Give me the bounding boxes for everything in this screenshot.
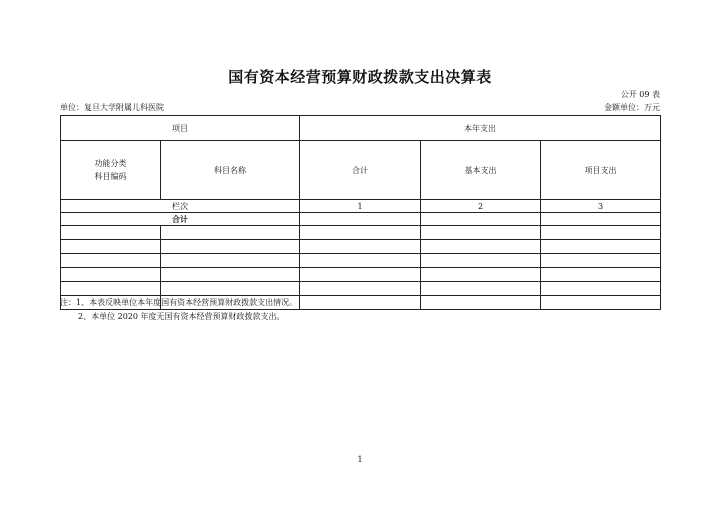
unit-label: 单位：复旦大学附属儿科医院 <box>60 103 164 112</box>
table-row <box>61 240 661 254</box>
note-1: 注：1、本表反映单位本年度国有资本经营预算财政拨款支出情况。 <box>60 298 298 307</box>
page-title: 国有资本经营预算财政拨款支出决算表 <box>228 68 492 86</box>
table-cell <box>300 296 421 310</box>
col-number-3: 3 <box>541 200 661 213</box>
expense-table <box>60 115 661 310</box>
page-number: 1 <box>357 455 363 464</box>
table-cell <box>541 226 661 240</box>
table-cell <box>541 282 661 296</box>
table-cell <box>300 282 421 296</box>
table-cell <box>421 296 541 310</box>
table-cell <box>61 268 161 282</box>
table-row <box>61 282 661 296</box>
header-year-expense: 本年支出 <box>300 116 661 141</box>
table-cell <box>300 226 421 240</box>
col-number-1: 1 <box>300 200 421 213</box>
table-cell <box>541 254 661 268</box>
note-2: 2、本单位 2020 年度无国有资本经营预算财政拨款支出。 <box>78 312 285 321</box>
table-cell <box>421 254 541 268</box>
func-class-line1: 功能分类 <box>94 159 127 168</box>
table-cell <box>161 254 300 268</box>
table-cell <box>161 282 300 296</box>
table-cell <box>300 213 421 226</box>
table-cell <box>421 240 541 254</box>
header-project-expense: 项目支出 <box>541 141 661 200</box>
table-cell <box>161 240 300 254</box>
table-cell <box>541 240 661 254</box>
table-cell <box>61 254 161 268</box>
col-number-2: 2 <box>421 200 541 213</box>
table-cell <box>161 268 300 282</box>
table-cell <box>541 296 661 310</box>
header-basic-expense: 基本支出 <box>421 141 541 200</box>
table-cell <box>300 254 421 268</box>
total-row-label: 合计 <box>61 213 300 226</box>
header-total: 合计 <box>300 141 421 200</box>
total-row <box>61 213 661 226</box>
table-cell <box>421 213 541 226</box>
table-cell <box>541 268 661 282</box>
table-cell <box>300 268 421 282</box>
currency-label: 金额单位：万元 <box>604 103 660 112</box>
table-cell <box>61 226 161 240</box>
table-cell <box>421 268 541 282</box>
table-cell <box>541 213 661 226</box>
func-class-line2: 科目编码 <box>94 172 127 181</box>
table-cell <box>161 226 300 240</box>
table-row <box>61 226 661 240</box>
header-func-class <box>61 141 161 200</box>
table-cell <box>421 226 541 240</box>
header-item: 项目 <box>61 116 300 141</box>
table-header-row <box>61 116 661 141</box>
table-cell <box>61 282 161 296</box>
form-number: 公开 09 表 <box>620 90 660 99</box>
table-cell <box>421 282 541 296</box>
table-row <box>61 254 661 268</box>
notes <box>60 296 297 324</box>
header-subject-name: 科目名称 <box>161 141 300 200</box>
row-label-column: 栏次 <box>61 200 300 213</box>
table-cell <box>300 240 421 254</box>
column-number-row <box>61 200 661 213</box>
table-cell <box>61 240 161 254</box>
table-row <box>61 268 661 282</box>
table-subheader-row <box>61 141 661 200</box>
